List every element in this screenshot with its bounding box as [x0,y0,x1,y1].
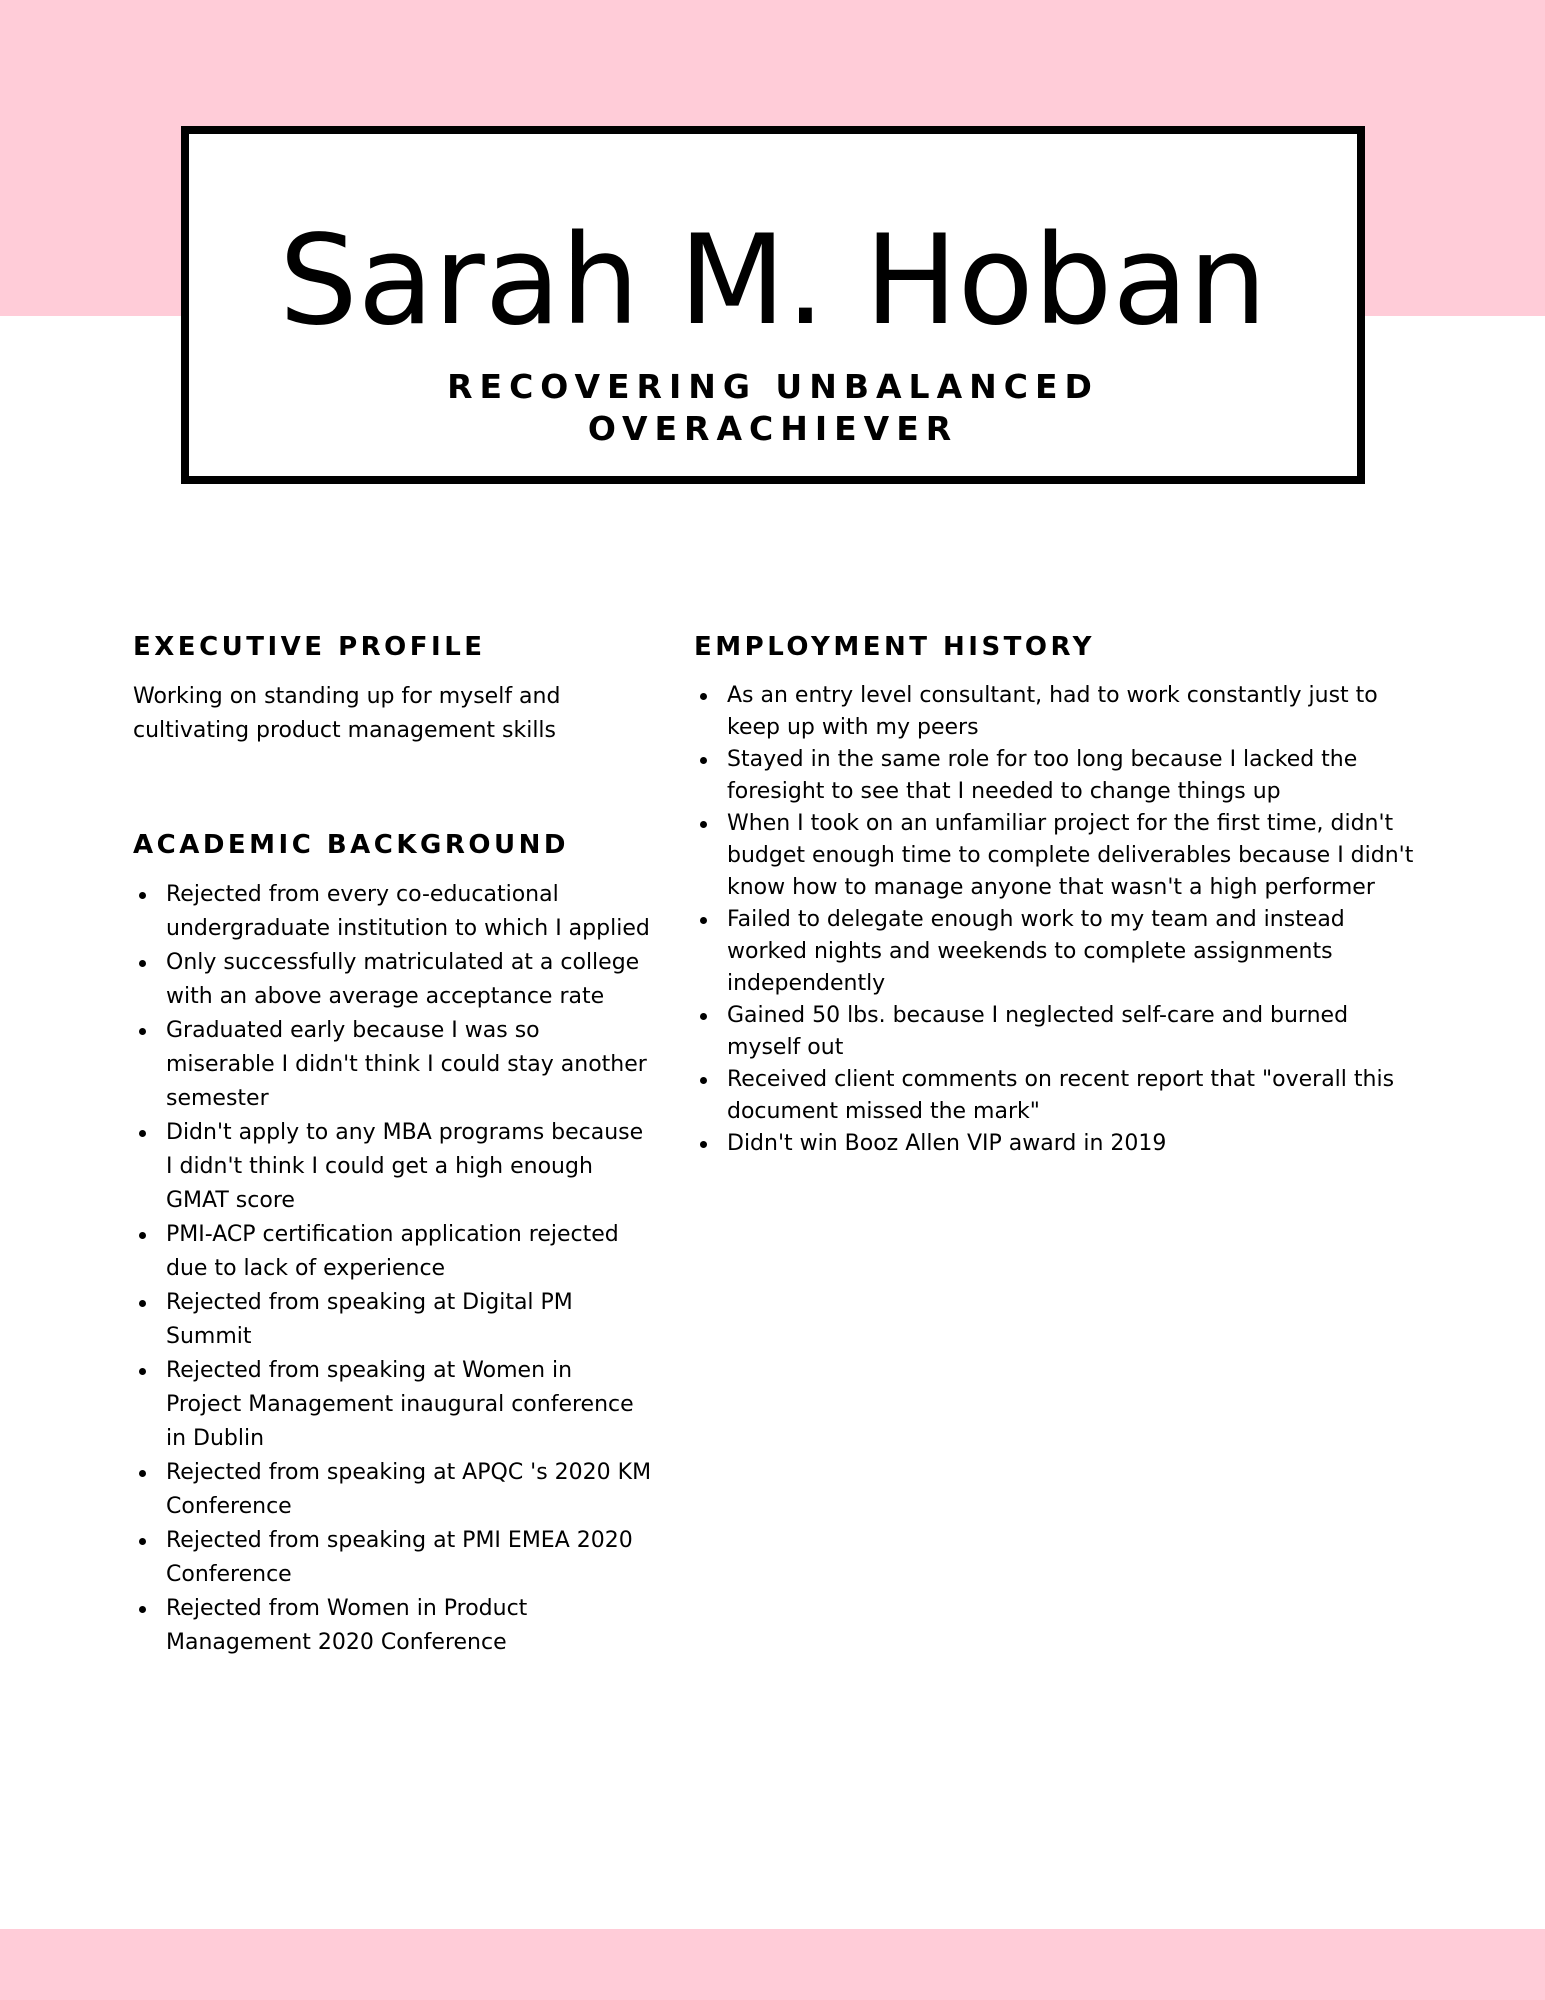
header-box [181,126,1365,484]
list-item: Received client comments on recent report that "overall this document missed the mark" [694,1064,1414,1128]
list-item: As an entry level consultant, had to work constantly just to keep up with my peers [694,680,1414,744]
list-item: Only successfully matriculated at a college with an above average acceptance rate [133,946,653,1014]
list-item: Rejected from Women in Product Management 2020 Conference [133,1592,653,1660]
person-name: Sarah M. Hoban [279,209,1267,353]
tagline-line-2: OVERACHIEVER [587,409,959,448]
executive-profile-heading: EXECUTIVE PROFILE [133,632,486,662]
list-item: Rejected from speaking at PMI EMEA 2020 Conference [133,1524,653,1592]
list-item: Gained 50 lbs. because I neglected self-care and burned myself out [694,1000,1414,1064]
list-item: Failed to delegate enough work to my team and instead worked nights and weekends to complete assignments independently [694,904,1414,1000]
left-column [133,628,653,1660]
list-item: Stayed in the same role for too long because I lacked the foresight to see that I needed to change things up [694,744,1414,808]
list-item: Didn't apply to any MBA programs because I didn't think I could get a high enough GMAT score [133,1116,653,1218]
executive-profile-text: Working on standing up for myself and cultivating product management skills [133,684,561,743]
list-item: When I took on an unfamiliar project for the first time, didn't budget enough time to complete deliverables because I didn't know how to manage anyone that wasn't a high performer [694,808,1414,904]
list-item: PMI-ACP certification application rejected due to lack of experience [133,1218,653,1286]
list-item: Rejected from speaking at Women in Project Management inaugural conference in Dublin [133,1354,653,1456]
bottom-pink-band [0,1929,1545,2000]
list-item: Graduated early because I was so miserable I didn't think I could stay another semester [133,1014,653,1116]
list-item: Rejected from every co-educational undergraduate institution to which I applied [133,878,653,946]
tagline-line-1: RECOVERING UNBALANCED [447,367,1099,406]
employment-history-list [694,680,1414,1160]
list-item: Rejected from speaking at APQC 's 2020 KM Conference [133,1456,653,1524]
academic-background-heading: ACADEMIC BACKGROUND [133,830,569,860]
list-item: Rejected from speaking at Digital PM Summit [133,1286,653,1354]
employment-history-heading: EMPLOYMENT HISTORY [694,632,1095,662]
right-column [694,628,1414,1160]
person-tagline [189,366,1357,450]
academic-background-list [133,878,653,1660]
list-item: Didn't win Booz Allen VIP award in 2019 [694,1128,1414,1160]
